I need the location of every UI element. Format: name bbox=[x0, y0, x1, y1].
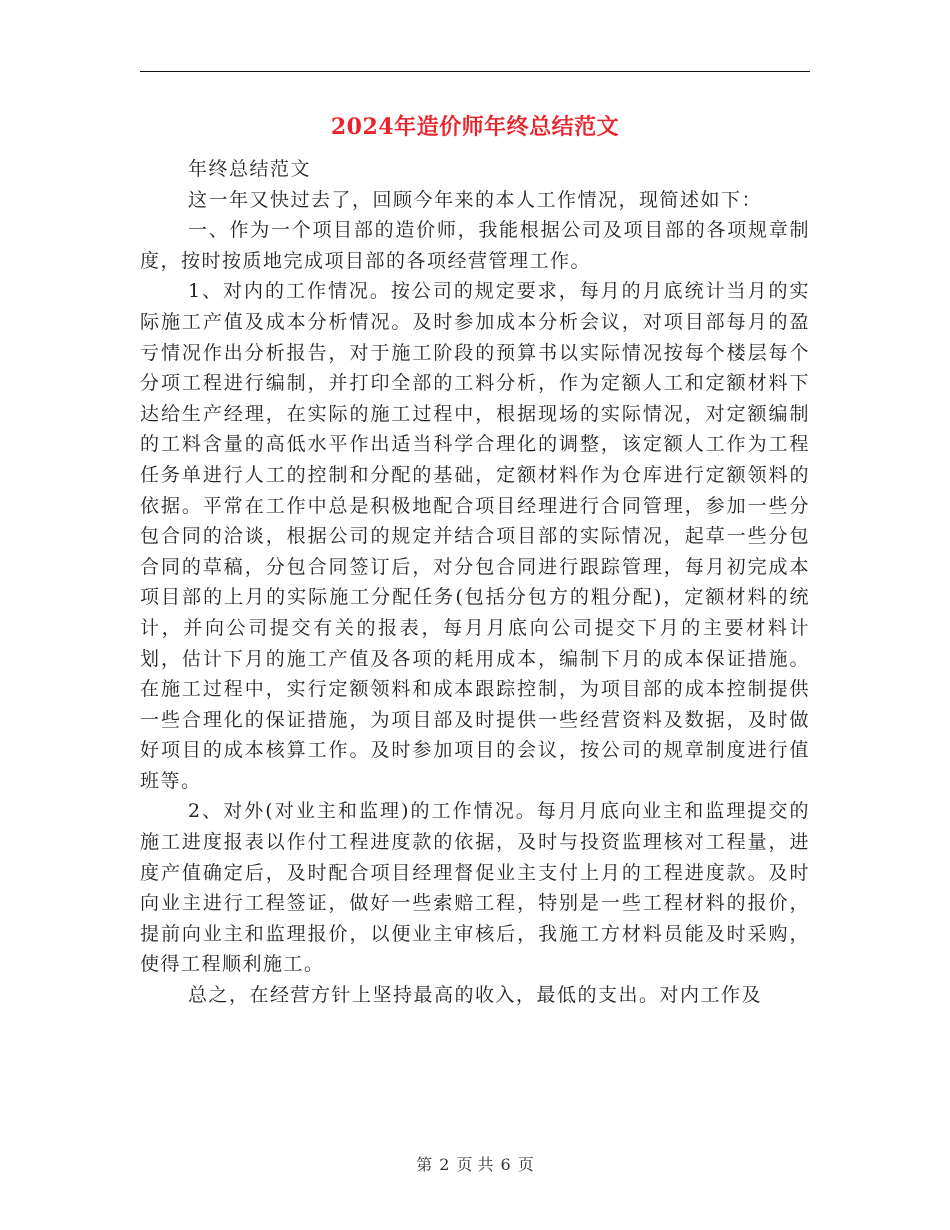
footer-prefix: 第 bbox=[416, 1155, 433, 1174]
footer-suffix: 页 bbox=[517, 1155, 534, 1174]
document-title: 2024年造价师年终总结范文 bbox=[330, 114, 620, 140]
paragraph: 1、对内的工作情况。按公司的规定要求，每月的月底统计当月的实际施工产值及成本分析情况。及时参加成本分析会议，对项目部每月的盈亏情况作出分析报告，对于施工阶段的预算书以实际情况按每个楼层每个分项工程进行编制，并打印全部的工料分析，作为定额人工和定额材料下达给生产经理，在实际的施工过程中，根据现场的实际情况，对定额编制的工料含量的高低水平作出适当科学合理化的调整，该定额人工作为工程任务单进行人工的控制和分配的基础，定额材料作为仓库进行定额领料的依据。平常在工作中总是积极地配合项目经理进行合同管理，参加一些分包合同的洽谈，根据公司的规定并结合项目部的实际情况，起草一些分包合同的草稿，分包合同签订后，对分包合同进行跟踪管理，每月初完成本项目部的上月的实际施工分配任务(包括分包方的粗分配)，定额材料的统计，并向公司提交有关的报表，每月月底向公司提交下月的主要材料计划，估计下月的施工产值及各项的耗用成本，编制下月的成本保证措施。在施工过程中，实行定额领料和成本跟踪控制，为项目部的成本控制提供一些合理化的保证措施，为项目部及时提供一些经营资料及数据，及时做好项目的成本核算工作。及时参加项目的会议，按公司的规章制度进行值班等。 bbox=[140, 280, 810, 792]
paragraph: 年终总结范文 bbox=[188, 158, 312, 180]
paragraph: 总之，在经营方针上坚持最高的收入，最低的支出。对内工作及 bbox=[188, 984, 763, 1007]
total-pages-number: 6 bbox=[500, 1155, 511, 1174]
paragraph: 这一年又快过去了，回顾今年来的本人工作情况，现简述如下： bbox=[188, 188, 763, 211]
document-body bbox=[140, 154, 810, 1011]
page-footer bbox=[140, 1153, 810, 1177]
current-page-number: 2 bbox=[439, 1155, 450, 1174]
paragraph: 2、对外(对业主和监理)的工作情况。每月月底向业主和监理提交的施工进度报表以作付工程进度款的依据，及时与投资监理核对工程量，进度产值确定后，及时配合项目经理督促业主支付上月的工程进度款。及时向业主进行工程签证，做好一些索赔工程，特别是一些工程材料的报价，提前向业主和监理报价，以便业主审核后，我施工方材料员能及时采购，使得工程顺利施工。 bbox=[140, 800, 810, 976]
header-rule bbox=[140, 71, 810, 72]
footer-middle: 页 共 bbox=[456, 1155, 494, 1174]
paragraph: 一、作为一个项目部的造价师，我能根据公司及项目部的各项规章制度，按时按质地完成项目部的各项经营管理工作。 bbox=[140, 219, 810, 272]
